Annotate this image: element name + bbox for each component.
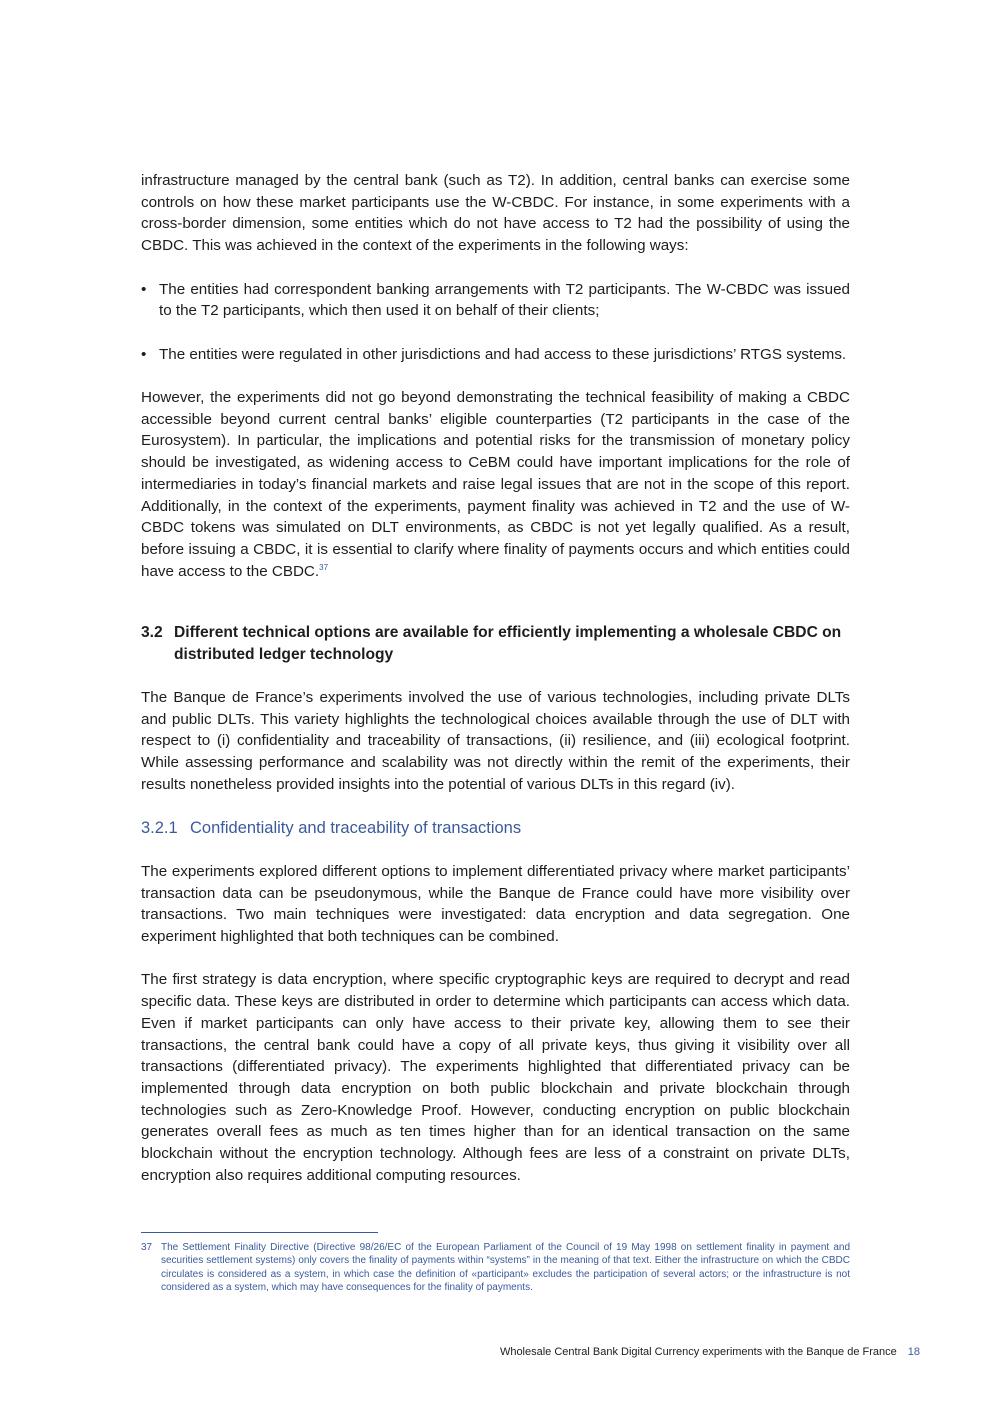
bullet-list [141,279,850,366]
page-number: 18 [907,1346,920,1358]
subsection-heading [141,817,850,839]
footer-title: Wholesale Central Bank Digital Currency experiments with the Banque de France [499,1346,897,1358]
list-item-text: The entities had correspondent banking arrangements with T2 participants. The W-CBDC was issued to the T2 participants, which then used it on behalf of their clients; [159,280,850,320]
footnote-reference[interactable]: 37 [319,562,329,572]
footnote-divider [141,1232,378,1233]
list-item-text: The entities were regulated in other jurisdictions and had access to these jurisdictions’ RTGS systems. [159,345,847,363]
footnote-text: The Settlement Finality Directive (Directive 98/26/EC of the European Parliament of the Council of 19 May 1998 on settlement finality in payment and securities settlement systems) only covers the finality of payments within “systems” in the meaning of that text. Either the infrastructure on which the CBDC circulates is considered as a system, in which case the definition of «participant» excludes the participation of several actors; or the infrastructure is not considered as a system, which may have consequences for the finality of payments. [161,1242,850,1293]
list-item [141,344,850,366]
footnote-number: 37 [141,1242,153,1253]
however-paragraph [141,387,850,582]
bullet-icon: • [141,345,147,363]
page-footer [500,1346,920,1358]
footnote [141,1241,850,1294]
subsection-paragraph-2: The first strategy is data encryption, where specific cryptographic keys are required to decrypt and read specific data. These keys are distributed in order to determine which participants can access which data. Even if market participants can only have access to their private key, allowing them to see their transactions, the central bank could have a copy of all private keys, thus giving it visibility over all transactions (differentiated privacy). The experiments highlighted that differentiated privacy can be implemented through data encryption on both public blockchain and private blockchain through technologies such as Zero-Knowledge Proof. However, conducting encryption on public blockchain generates overall fees as much as ten times higher than for an identical transaction on the same blockchain without the encryption technology. Although fees are less of a constraint on private DLTs, encryption also requires additional computing resources. [141,971,850,1184]
section-paragraph: The Banque de France’s experiments involved the use of various technologies, including private DLTs and public DLTs. This variety highlights the technological choices available through the use of DLT with respect to (i) confidentiality and traceability of transactions, (ii) resilience, and (iii) ecological footprint. While assessing performance and scalability was not directly within the remit of the experiments, their results nonetheless provided insights into the potential of various DLTs in this regard (iv). [141,689,850,793]
section-heading [141,622,850,665]
intro-paragraph: infrastructure managed by the central bank (such as T2). In addition, central banks can exercise some controls on how these market participants use the W-CBDC. For instance, in some experiments with a cross-border dimension, some entities which do not have access to T2 had the possibility of using the CBDC. This was achieved in the context of the experiments in the following ways: [141,172,850,255]
bullet-icon: • [141,280,147,298]
subsection-number: 3.2.1 [141,819,178,838]
section-title: Different technical options are available for efficiently implementing a wholesale CBDC on distributed ledger technology [174,624,842,663]
however-text: However, the experiments did not go beyond demonstrating the technical feasibility of making a CBDC accessible beyond current central banks’ eligible counterparties (T2 participants in the case of the Eurosystem). In particular, the implications and potential risks for the transmission of monetary policy should be investigated, as widening access to CeBM could have important implications for the role of intermediaries in today’s financial markets and raise legal issues that are not in the scope of this report. Additionally, in the context of the experiments, payment finality was achieved in T2 and the use of W-CBDC tokens was simulated on DLT environments, as CBDC is not yet legally qualified. As a result, before issuing a CBDC, it is essential to clarify where finality of payments occurs and which entities could have access to the CBDC. [141,388,850,580]
subsection-title: Confidentiality and traceability of transactions [190,819,522,838]
main-content [141,170,850,1208]
list-item [141,279,850,322]
subsection-paragraph-1: The experiments explored different options to implement differentiated privacy where market participants’ transaction data can be pseudonymous, while the Banque de France could have more visibility over transactions. Two main techniques were investigated: data encryption and data segregation. One experiment highlighted that both techniques can be combined. [141,862,850,945]
section-number: 3.2 [141,624,163,642]
